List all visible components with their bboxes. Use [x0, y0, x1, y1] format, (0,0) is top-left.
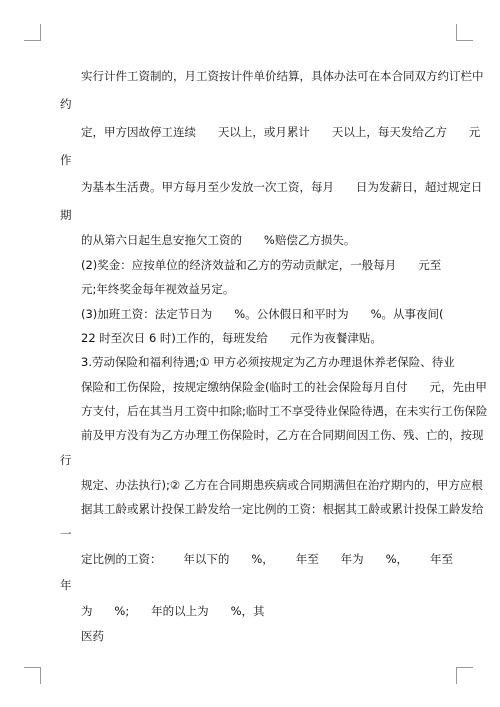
- text-line: 定比例的工资： 年以下的 %， 年至 年为 %， 年至: [81, 552, 453, 566]
- text-line: 据其工龄或累计投保工龄发给一定比例的工资：根据其工龄或累计投保工龄发给: [81, 502, 484, 516]
- text-line: 期: [60, 208, 72, 222]
- crop-mark-bottom-right: [456, 667, 473, 684]
- text-line: 实行计件工资制的，月工资按计件单价结算，具体办法可在本合同双方约订栏中: [81, 69, 484, 83]
- text-line: 定，甲方因故停工连续 天以上，或月累计 天以上，每天发给乙方 元: [81, 125, 481, 139]
- text-line: 元;年终奖金每年视效益另定。: [81, 282, 235, 296]
- crop-mark-top-left: [24, 24, 41, 41]
- crop-mark-top-right: [456, 24, 473, 41]
- text-line: (3)加班工资：法定节日为 %。公休假日和平时为 %。从事夜间(: [81, 307, 444, 321]
- text-line: 的从第六日起生息安拖欠工资的 %赔偿乙方损失。: [81, 233, 356, 247]
- text-line: 前及甲方没有为乙方办理工伤保险时，乙方在合同期间因工伤、残、亡的，按现: [81, 428, 484, 442]
- text-line: 为 %; 年的以上为 %，其: [81, 604, 265, 618]
- text-line: (2)奖金：应按单位的经济效益和乙方的劳动贡献定，一般每月 元至: [81, 258, 442, 272]
- text-line: 22 时至次日 6 时)工作的，每班发给 元作为夜餐津贴。: [81, 331, 382, 345]
- text-line: 规定、办法执行);② 乙方在合同期患疾病或合同期满但在治疗期内的，甲方应根: [81, 478, 483, 492]
- text-line: 行: [60, 453, 72, 467]
- text-line: 作: [60, 153, 72, 167]
- text-line: 为基本生活费。甲方每月至少发放一次工资，每月 日为发薪日，超过规定日: [81, 180, 483, 194]
- text-line: 保险和工伤保险，按规定缴纳保险金(临时工的社会保险每月自付 元，先由甲: [81, 380, 487, 394]
- text-line: 方支付，后在其当月工资中扣除;临时工不享受待业保险待遇，在未实行工伤保险: [81, 404, 488, 418]
- text-line: 3.劳动保险和福利待遇;① 甲方必须按规定为乙方办理退休养老保险、待业: [81, 355, 455, 369]
- text-line: 一: [60, 527, 72, 541]
- text-line: 约: [60, 97, 72, 111]
- crop-mark-bottom-left: [24, 667, 41, 684]
- text-line: 年: [60, 578, 72, 592]
- text-line: 医药: [81, 629, 104, 643]
